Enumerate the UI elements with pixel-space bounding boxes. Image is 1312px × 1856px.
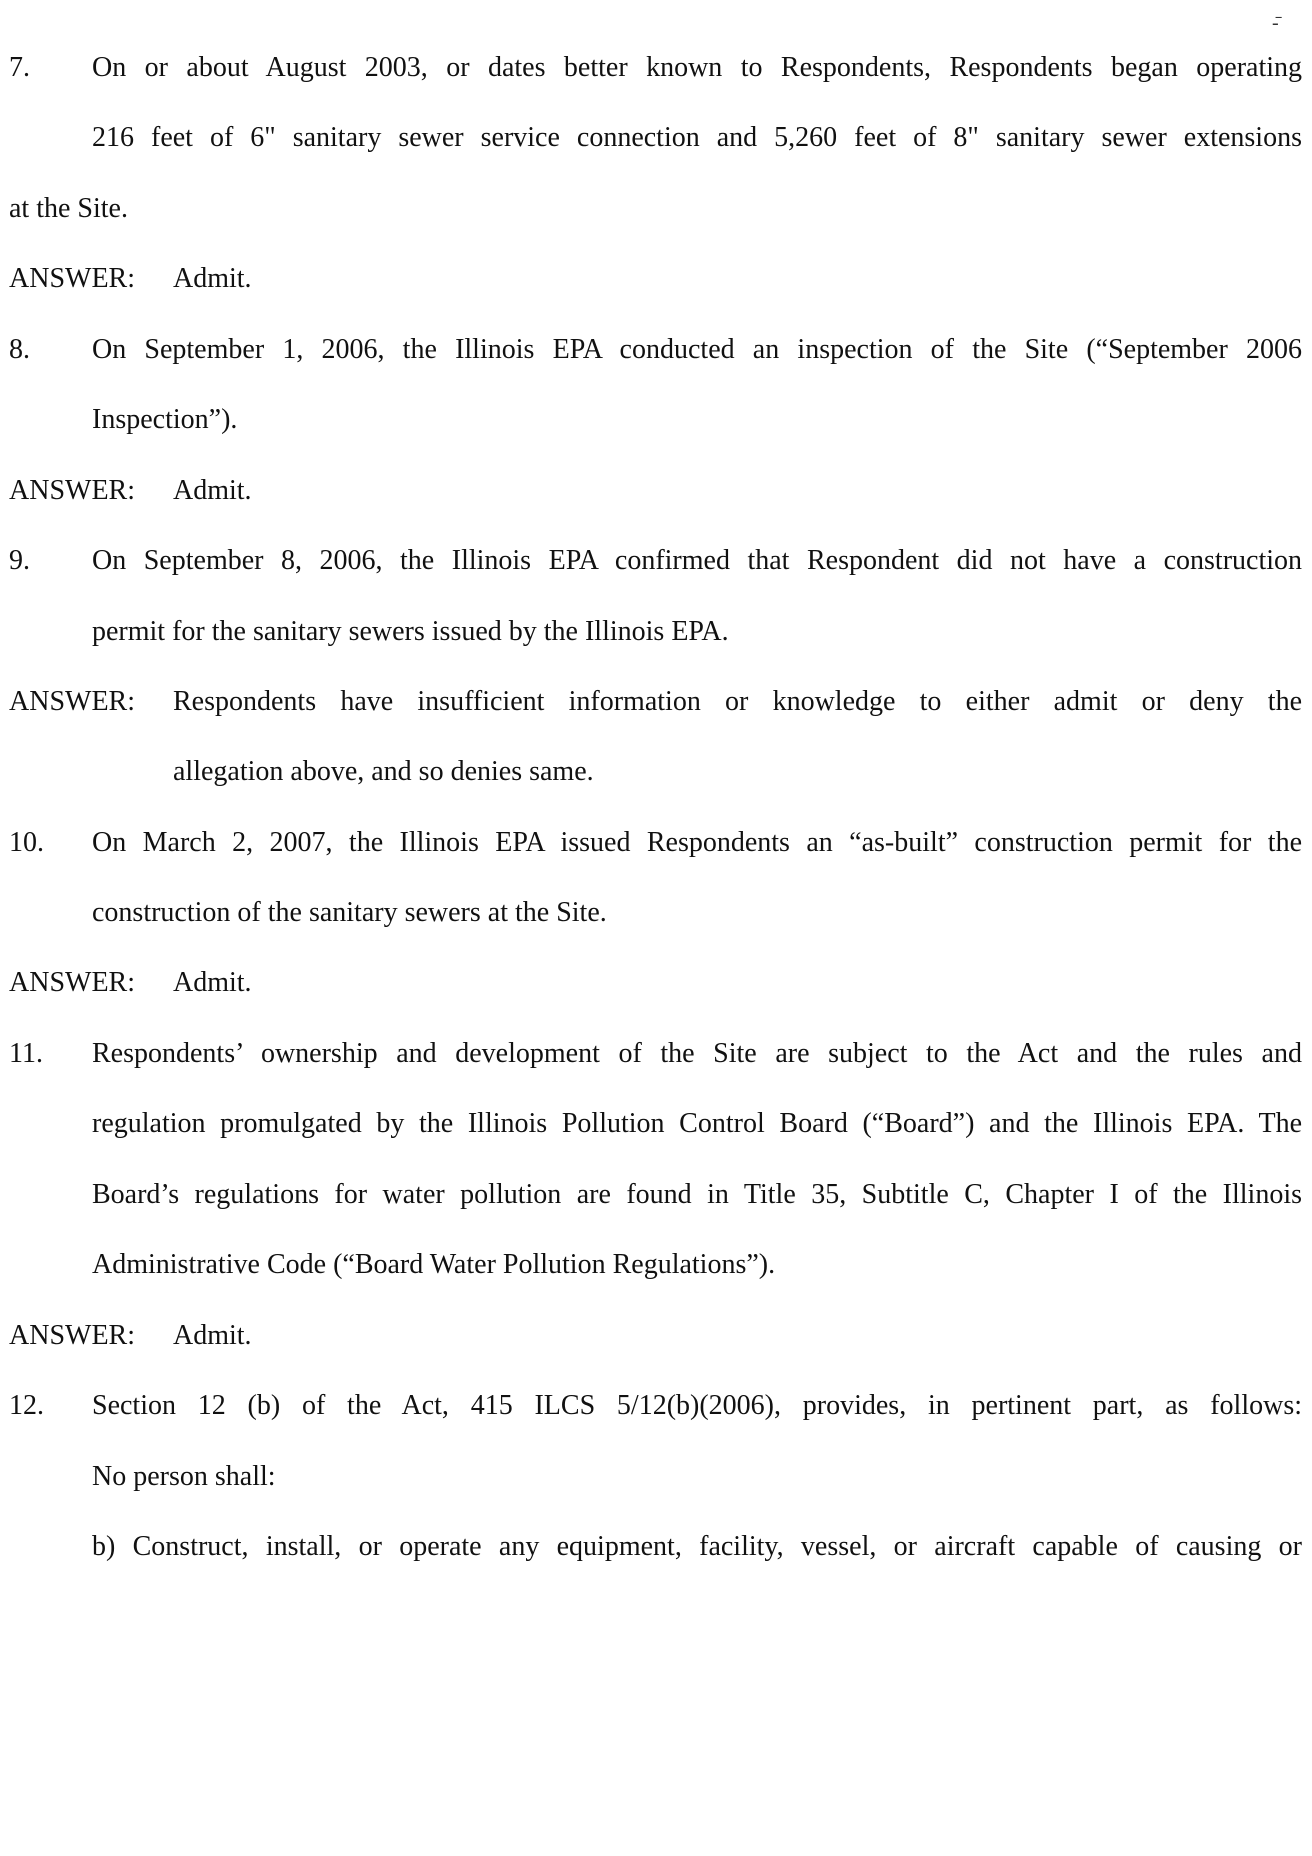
paragraph-line: construction of the sanitary sewers at the Site. xyxy=(92,897,607,928)
answer-label: ANSWER: xyxy=(9,967,135,998)
paragraph-line: 216 feet of 6" sanitary sewer service connection and 5,260 feet of 8" sanitary sewer extensions xyxy=(92,122,1302,153)
answer-label: ANSWER: xyxy=(9,475,135,506)
answer-text: Admit. xyxy=(173,475,252,506)
paragraph-number: 10. xyxy=(9,827,44,858)
answer-label: ANSWER: xyxy=(9,263,135,294)
paragraph-line: On September 1, 2006, the Illinois EPA conducted an inspection of the Site (“September 2006 xyxy=(92,334,1302,365)
paragraph-line: Board’s regulations for water pollution are found in Title 35, Subtitle C, Chapter I of the Illinois xyxy=(92,1179,1302,1210)
answer-text: Admit. xyxy=(173,263,252,294)
paragraph-line: b) Construct, install, or operate any equipment, facility, vessel, or aircraft capable of causing or xyxy=(92,1531,1302,1562)
paragraph-line: No person shall: xyxy=(92,1461,276,1492)
paragraph-number: 7. xyxy=(9,52,30,83)
paragraph-line: regulation promulgated by the Illinois Pollution Control Board (“Board”) and the Illinois EPA. The xyxy=(92,1108,1302,1139)
answer-label: ANSWER: xyxy=(9,686,135,717)
answer-text: allegation above, and so denies same. xyxy=(173,756,594,787)
answer-label: ANSWER: xyxy=(9,1320,135,1351)
paragraph-line: On or about August 2003, or dates better known to Respondents, Respondents began operating xyxy=(92,52,1302,83)
answer-text: Admit. xyxy=(173,967,252,998)
paragraph-line: permit for the sanitary sewers issued by the Illinois EPA. xyxy=(92,616,729,647)
paragraph-number: 8. xyxy=(9,334,30,365)
paragraph-line: Section 12 (b) of the Act, 415 ILCS 5/12(b)(2006), provides, in pertinent part, as follows: xyxy=(92,1390,1302,1421)
paragraph-line: at the Site. xyxy=(9,193,128,224)
corner-mark: -̄ xyxy=(1272,12,1279,34)
paragraph-line: Respondents’ ownership and development of the Site are subject to the Act and the rules and xyxy=(92,1038,1302,1069)
answer-text: Admit. xyxy=(173,1320,252,1351)
paragraph-line: On September 8, 2006, the Illinois EPA confirmed that Respondent did not have a construction xyxy=(92,545,1302,576)
paragraph-line: On March 2, 2007, the Illinois EPA issued Respondents an “as-built” construction permit for the xyxy=(92,827,1302,858)
paragraph-number: 12. xyxy=(9,1390,44,1421)
paragraph-number: 9. xyxy=(9,545,30,576)
paragraph-number: 11. xyxy=(9,1038,43,1069)
answer-text: Respondents have insufficient information or knowledge to either admit or deny the xyxy=(173,686,1302,717)
paragraph-line: Inspection”). xyxy=(92,404,238,435)
paragraph-line: Administrative Code (“Board Water Pollution Regulations”). xyxy=(92,1249,776,1280)
